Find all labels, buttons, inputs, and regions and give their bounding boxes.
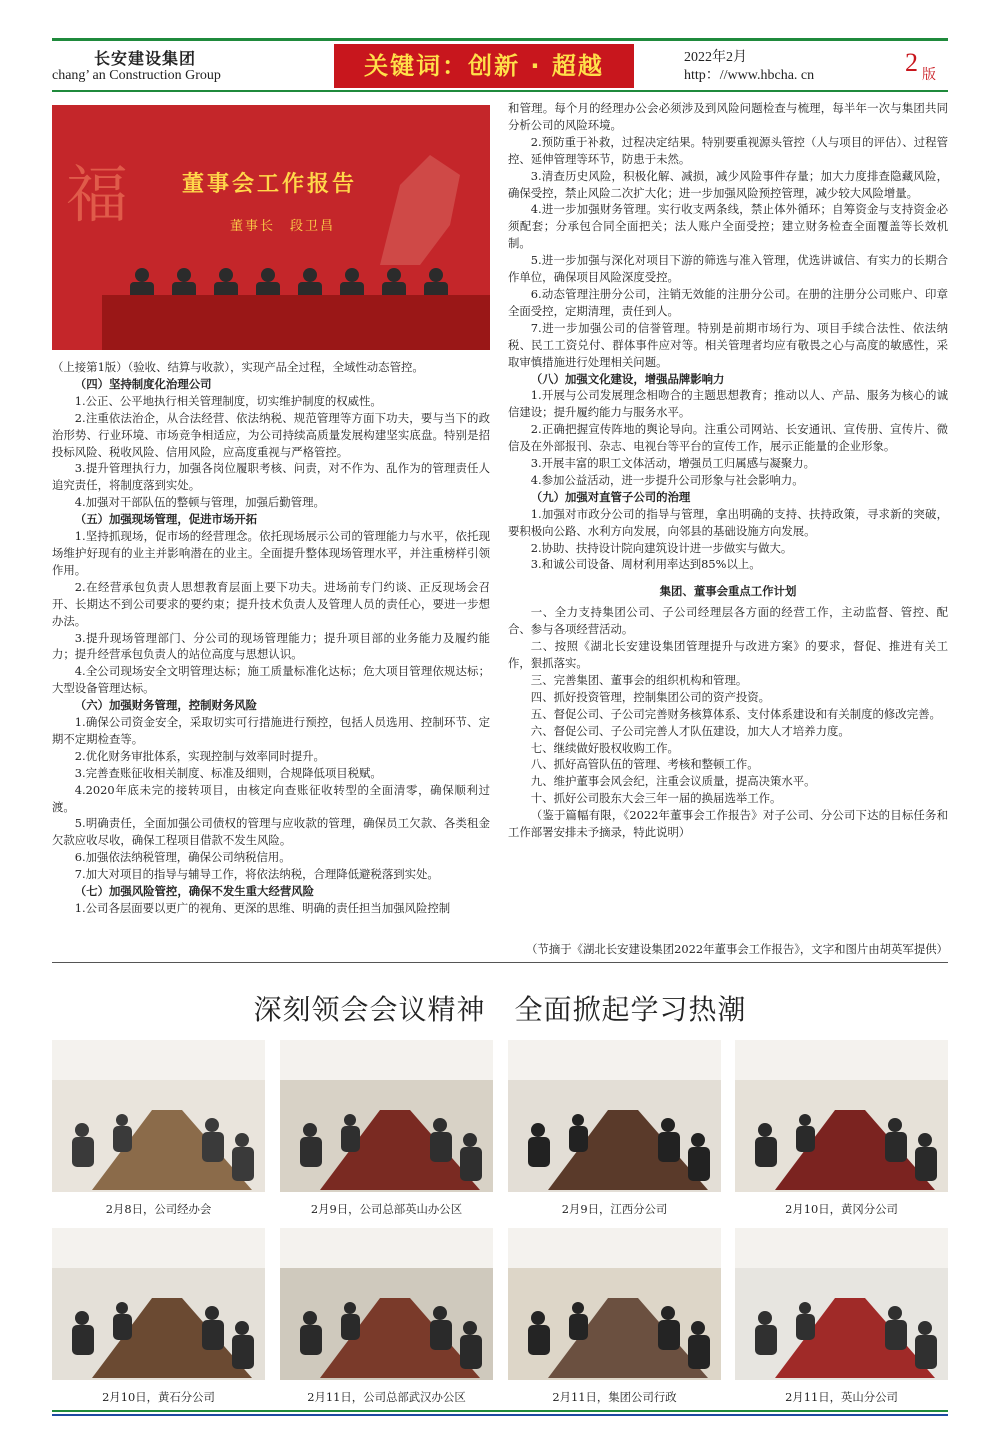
paragraph: 1.确保公司资金安全，采取切实可行措施进行预控，包括人员选用、控制环节、定期不定期检查等。 [52,715,490,746]
paragraph: 2.优化财务审批体系，实现控制与效率同时提升。 [74,748,325,763]
section-heading: （九）加强对直管子公司的治理 [530,489,691,504]
paragraph: 6.动态管理注册分公司，注销无效能的注册分公司。在册的注册分公司账户、印章全面受控，定期清理，责任到人。 [508,286,948,318]
paragraph: 3.完善查账征收相关制度、标准及细则，合规降低项目税赋。 [74,765,382,780]
meeting-photo [508,1040,721,1192]
meeting-photo [280,1228,493,1380]
gallery-photo [508,1228,721,1405]
article-right-column [508,100,948,841]
paragraph: 八、抓好高管队伍的管理、考核和整顿工作。 [530,757,759,772]
section-heading: （六）加强财务管理，控制财务风险 [74,698,258,713]
photo-caption: 2月10日，黄冈分公司 [785,1202,898,1216]
paragraph: 4.2020年底未完的接转项目，由核定向查账征收转型的全面清零，确保顺利过渡。 [52,782,490,814]
paragraph: 十、抓好公司股东大会三年一届的换届选举工作。 [530,791,782,806]
photo-caption: 2月11日，集团公司行政 [552,1390,677,1404]
banner-subtitle: 董事长 段卫昌 [230,219,336,234]
paragraph: 1.加强对市政分公司的指导与管理，拿出明确的支持、扶持政策，寻求新的突破，要积极向公路、水利方向发展，向邻县的基础设施方向发展。 [508,506,948,538]
article-left-column [52,359,490,917]
paragraph: 1.坚持抓现场，促市场的经营理念。依托现场展示公司的管理能力与水平，依托现场维护好现有的业主并影响潜在的业主。全面提升整体现场管理水平，并注重榜样引领作用。 [52,529,490,577]
photo-caption: 2月8日，公司经办会 [105,1202,212,1216]
issue-date: 2022年2月 [684,50,747,65]
section-headline: 深刻领会会议精神 全面掀起学习热潮 [253,993,747,1026]
banner-title: 董事会工作报告 [182,172,358,197]
paragraph: 2.在经营承包负责人思想教育层面上要下功夫。进场前专门约谈、正反现场会召开、长期达不到公司要求的要约束；提升技术负责人及管理人员的责任心，要进一步想办法。 [52,579,490,628]
paragraph: 7.加大对项目的指导与辅导工作，将依法纳税，合理降低避税落到实处。 [74,867,439,882]
meeting-photo [52,1228,265,1380]
paragraph: 一、全力支持集团公司、子公司经理层各方面的经营工作，主动监督、管控、配合、参与各项经营活动。 [508,605,948,637]
paragraph: 九、维护董事会风会纪，注重会议质量，提高决策水平。 [530,774,816,789]
photo-caption: 2月11日，英山分公司 [785,1390,898,1404]
gallery-photo [508,1040,721,1217]
bottom-rule-green [52,1410,948,1412]
paragraph: 4.进一步加强财务管理。实行收支两条线，禁止体外循环；自筹资金与支持资金必须配套；分承包合同全面把关；法人账户全面受控；建立财务检查全面覆盖等长效机制。 [508,202,948,251]
paragraph: 2.正确把握宣传阵地的舆论导向。注重公司网站、长安通讯、宣传册、宣传片、微信及在外部报刊、杂志、电视台等平台的宣传工作，展示正能量的企业形象。 [508,422,948,454]
paragraph: 1.开展与公司发展理念相吻合的主题思想教育；推动以人、产品、服务为核心的诚信建设；提升履约能力与服务水平。 [508,388,948,420]
paragraph: 4.全公司现场安全文明管理达标；施工质量标准化达标；危大项目管理依规达标；大型设备管理达标。 [52,664,490,696]
paragraph: 4.参加公益活动，进一步提升公司形象与社会影响力。 [530,472,804,487]
meeting-photo [735,1228,948,1380]
gallery-photo [735,1040,948,1217]
gallery-photo [52,1040,265,1217]
meeting-photo [508,1228,721,1380]
website-url[interactable]: http：//www.hbcha. cn [684,68,815,83]
paragraph: 5.进一步加强与深化对项目下游的筛选与准入管理，优选讲诚信、有实力的长期合作单位，确保项目风险深度受控。 [508,253,948,285]
paragraph: 3.和诚公司设备、周材利用率达到85%以上。 [530,557,761,572]
banner-fu-character: 福 [66,158,129,231]
stage-table [102,295,490,350]
paragraph: 1.公司各层面要以更广的视角、更深的思维、明确的责任担当加强风险控制 [74,901,451,915]
paragraph: （上接第1版）（验收、结算与收款），实现产品全过程，全域性动态管控。 [52,360,424,374]
paragraph: 6.加强依法纳税管理，确保公司纳税信用。 [74,850,291,865]
paragraph: 4.加强对干部队伍的整顿与管理，加强后勤管理。 [74,495,325,510]
board-report-photo [52,105,490,350]
page-suffix: 版 [922,67,936,83]
gallery-photo [280,1228,493,1405]
paragraph: 和管理。每个月的经理办公会必须涉及到风险问题检查与梳理，每半年一次与集团共同分析公司的风险环境。 [508,101,948,132]
section-heading: （七）加强风险管控，确保不发生重大经营风险 [74,884,315,899]
bottom-rule-blue [52,1414,948,1416]
paragraph: 2.协助、扶持设计院向建筑设计进一步做实与做大。 [530,540,793,555]
paragraph: 五、督促公司、子公司完善财务核算体系、支付体系建设和有关制度的修改完善。 [530,706,941,721]
brand-name-en: chang’ an Construction Group [52,68,221,83]
keyword-banner: 关键词：创新 · 超越 [334,44,634,88]
photo-caption: 2月11日，公司总部武汉办公区 [307,1390,466,1404]
photo-caption: 2月9日，公司总部英山办公区 [310,1202,463,1216]
section-heading: （五）加强现场管理，促进市场开拓 [74,512,258,527]
paragraph: 1.公正、公平地执行相关管理制度，切实维护制度的权威性。 [74,393,382,408]
paragraph: 7.进一步加强公司的信誉管理。特别是前期市场行为、项目手续合法性、依法纳税、民工工资兑付、群体事件应对等。相关管理者均应有敬畏之心与高度的敏感性，采取审慎措施进行处理相关问题。 [508,320,948,369]
paragraph: 2.预防重于补救，过程决定结果。特别要重视源头管控（人与项目的评估）、过程管控、延伸管理等环节，防患于未然。 [508,134,948,166]
header-rule [52,90,948,92]
paragraph: （鉴于篇幅有限，《2022年董事会工作报告》对子公司、分公司下达的目标任务和工作部署安排未予摘录，特此说明） [508,808,948,840]
paragraph: 二、按照《湖北长安建设集团管理提升与改进方案》的要求，督促、推进有关工作，狠抓落实。 [508,639,948,670]
paragraph: 七、继续做好股权收购工作。 [530,740,679,755]
paragraph: 三、完善集团、董事会的组织机构和管理。 [530,672,748,687]
page-number: 2 [905,48,918,77]
meeting-photo [280,1040,493,1192]
paragraph: 3.清查历史风险，积极化解、减损，减少风险事件存量；加大力度排查隐藏风险，确保受控，禁止风险二次扩大化；进一步加强风险预控管理，减少较大风险增量。 [508,168,948,200]
paragraph: 六、督促公司、子公司完善人才队伍建设，加大人才培养力度。 [530,723,850,738]
gallery-photo [735,1228,948,1405]
paragraph: 3.提升现场管理部门、分公司的现场管理能力；提升项目部的业务能力及履约能力；提升经营承包负责人的站位高度与思想认识。 [52,630,490,662]
paragraph: 5.明确责任，全面加强公司债权的管理与应收款的管理，确保员工欠款、各类租金欠款应收尽收，确保工程项目借款不发生风险。 [52,816,490,848]
paragraph: 3.开展丰富的职工文体活动，增强员工归属感与凝聚力。 [530,456,816,471]
photo-caption: 2月10日，黄石分公司 [102,1390,215,1404]
photo-caption: 2月9日，江西分公司 [561,1202,668,1216]
tiger-decoration-icon [360,125,480,275]
section-heading: （四）坚持制度化治理公司 [74,376,212,391]
brand-name-cn: 长安建设集团 [94,49,197,68]
gallery-photo [280,1040,493,1217]
gallery-photo [52,1228,265,1405]
section-heading: （八）加强文化建设，增强品牌影响力 [530,371,725,386]
meeting-photo [735,1040,948,1192]
meeting-photo [52,1040,265,1192]
paragraph: 3.提升管理执行力，加强各岗位履职考核、问责，对不作为、乱作为的管理责任人追究责任，将制度落到实处。 [52,461,490,493]
paragraph: 2.注重依法治企，从合法经营、依法纳税、规范管理等方面下功夫，要与当下的政治形势、行业环境、市场竞争相适应，为公司持续高质量发展构建坚实底盘。特别是招投标风险、税收风险、信用风险，应高度重视与严格管控。 [52,410,490,459]
page-header [52,42,948,90]
section-divider [52,962,948,963]
plan-title: 集团、董事会重点工作计划 [659,584,797,599]
source-note: （节摘于《湖北长安建设集团2022年董事会工作报告》，文字和图片由胡英军提供） [526,942,948,956]
paragraph: 四、抓好投资管理，控制集团公司的资产投资。 [530,689,771,704]
top-rule [52,38,948,41]
